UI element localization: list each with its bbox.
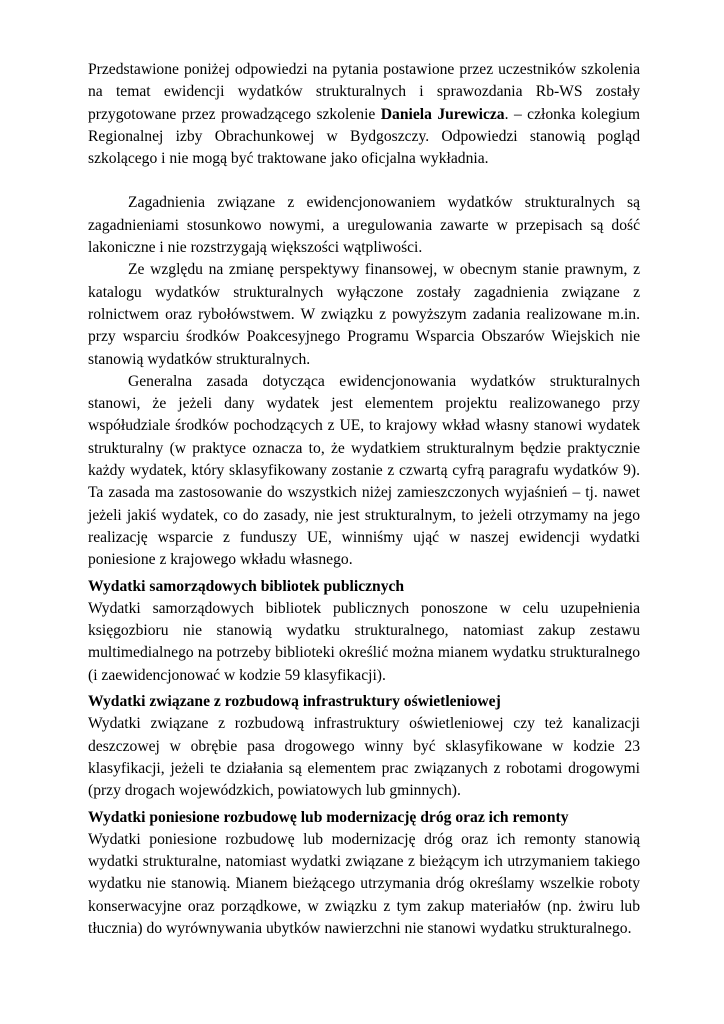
paragraph-gap [88,170,640,192]
paragraph-3: Generalna zasada dotycząca ewidencjonowania wydatków strukturalnych stanowi, że jeżeli dany wydatek jest elementem projektu realizowanego przy współudziale środków pochodzących z UE, to krajowy wkład własny stanowi wydatek strukturalny (w praktyce oznacza to, że wydatkiem strukturalnym będzie praktycznie każdy wydatek, który sklasyfikowany zostanie z czwartą cyfrą paragrafu wydatków 9). Ta zasada ma zastosowanie do wszystkich niżej zamieszczonych wyjaśnień – tj. nawet jeżeli jakiś wydatek, co do zasady, nie jest strukturalnym, to jeżeli otrzymamy na jego realizację wsparcie z funduszy UE, winniśmy ująć w naszej ewidencji wydatki poniesione z krajowego wkładu własnego. [88,372,640,569]
section-body-lighting: Wydatki związane z rozbudową infrastruktury oświetleniowej czy też kanalizacji deszczowej w obrębie pasa drogowego winny być sklasyfikowane w kodzie 23 klasyfikacji, jeżeli te działania są elementem prac związanych z robotami drogowymi (przy drogach wojewódzkich, powiatowych lub gminnych). [88,715,640,800]
section-body-libraries: Wydatki samorządowych bibliotek publicznych ponoszone w celu uzupełnienia księgozbioru nie stanowią wydatku strukturalnego, natomiast zakup zestawu multimedialnego na potrzeby biblioteki określić można mianem wydatku strukturalnego (i zaewidencjonować w kodzie 59 klasyfikacji). [88,599,640,684]
author-name: Daniela Jurewicza [380,105,505,123]
section-heading-lighting: Wydatki związane z rozbudową infrastruktury oświetleniowej [88,693,501,711]
section-heading-roads: Wydatki poniesione rozbudowę lub modernizację dróg oraz ich remonty [88,808,569,826]
intro-text-before: Przedstawione poniżej odpowiedzi na pytania postawione przez uczestników szkolenia na temat ewidencji wydatków strukturalnych i sprawozdania Rb-WS zostały przygotowane przez prowadzącego szkolenie [88,61,640,123]
paragraph-1: Zagadnienia związane z ewidencjonowaniem wydatków strukturalnych są zagadnieniami stosunkowo nowymi, a uregulowania zawarte w przepisach są dość lakoniczne i nie rozstrzygają większości wątpliwości. [88,194,640,257]
paragraph-2: Ze względu na zmianę perspektywy finansowej, w obecnym stanie prawnym, z katalogu wydatków strukturalnych wyłączone zostały zagadnienia związane z rolnictwem oraz rybołówstwem. W związku z powyższym zadania realizowane m.in. przy wsparciu środków Poakcesyjnego Programu Wsparcia Obszarów Wiejskich nie stanowią wydatków strukturalnych. [88,261,640,368]
document-page [88,59,640,940]
section-body-roads: Wydatki poniesione rozbudowę lub modernizację dróg oraz ich remonty stanowią wydatki strukturalne, natomiast wydatki związane z bieżącym ich utrzymaniem takiego wydatku nie stanowią. Mianem bieżącego utrzymania dróg określamy wszelkie roboty konserwacyjne oraz porządkowe, w związku z tym zakup materiałów (np. żwiru lub tłucznia) do wyrównywania ubytków nawierzchni nie stanowi wydatku strukturalnego. [88,830,640,937]
intro-text-after: . – członka kolegium Regionalnej izby Obrachunkowej w Bydgoszczy. Odpowiedzi stanowią pogląd szkolącego i nie mogą być traktowane jako oficjalna wykładnia. [88,105,641,168]
section-heading-libraries: Wydatki samorządowych bibliotek publicznych [88,577,405,595]
intro-paragraph [88,59,640,170]
